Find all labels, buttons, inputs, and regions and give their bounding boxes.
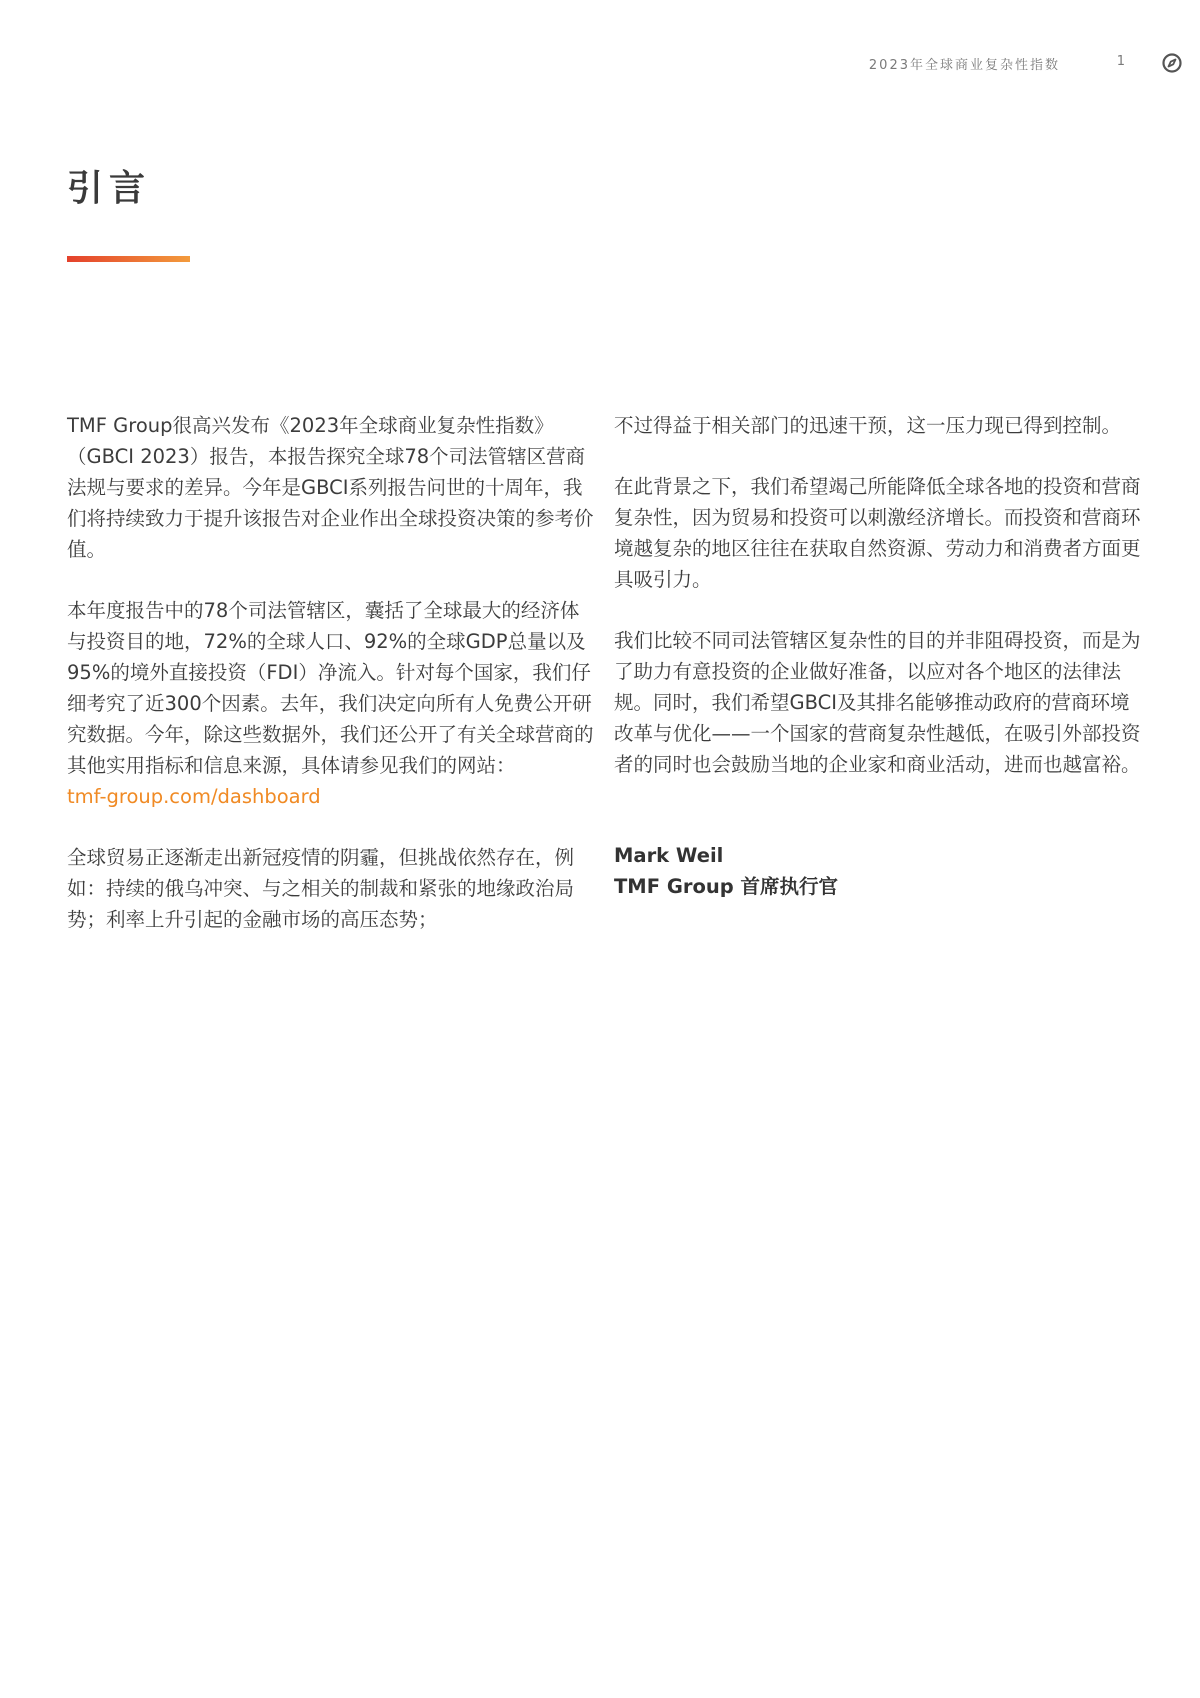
right-column: [614, 410, 1144, 902]
scope-paragraph: [67, 595, 595, 812]
trade-paragraph: 全球贸易正逐渐走出新冠疫情的阴霾，但挑战依然存在，例如：持续的俄乌冲突、与之相关的制裁和紧张的地缘政治局势；利率上升引起的金融市场的高压态势；: [67, 846, 575, 931]
pressure-paragraph: 不过得益于相关部门的迅速干预，这一压力现已得到控制。: [614, 414, 1122, 437]
report-title: 2023年全球商业复杂性指数: [868, 58, 1060, 73]
purpose-paragraph: 我们比较不同司法管辖区复杂性的目的并非阻碍投资，而是为了助力有意投资的企业做好准备，以应对各个地区的法律法规。同时，我们希望GBCI及其排名能够推动政府的营商环境改革与优化——一个国家的营商复杂性越低，在吸引外部投资者的同时也会鼓励当地的企业家和商业活动，进而也越富裕。: [614, 629, 1141, 776]
dashboard-link[interactable]: tmf-group.com/dashboard: [67, 785, 321, 808]
signature-title: TMF Group 首席执行官: [614, 875, 838, 898]
scope-text: 本年度报告中的78个司法管辖区，囊括了全球最大的经济体与投资目的地，72%的全球人口、92%的全球GDP总量以及95%的境外直接投资（FDI）净流入。针对每个国家，我们仔细考究了近300个因素。去年，我们决定向所有人免费公开研究数据。今年，除这些数据外，我们还公开了有关全球营商的其他实用指标和信息来源，具体请参见我们的网站：: [67, 599, 594, 777]
signature-block: [614, 840, 1144, 902]
compass-icon[interactable]: [1161, 52, 1183, 74]
accent-bar: [67, 256, 190, 262]
page-title: 引言: [67, 168, 152, 209]
context-paragraph: 在此背景之下，我们希望竭己所能降低全球各地的投资和营商复杂性，因为贸易和投资可以刺激经济增长。而投资和营商环境越复杂的地区往往在获取自然资源、劳动力和消费者方面更具吸引力。: [614, 475, 1141, 591]
page-header: [0, 52, 1200, 76]
signature-name: Mark Weil: [614, 844, 724, 867]
intro-paragraph: TMF Group很高兴发布《2023年全球商业复杂性指数》（GBCI 2023）报告，本报告探究全球78个司法管辖区营商法规与要求的差异。今年是GBCI系列报告问世的十周年，我们将持续致力于提升该报告对企业作出全球投资决策的参考价值。: [67, 414, 594, 561]
left-column: [67, 410, 595, 965]
page-number: 1: [1116, 54, 1125, 69]
